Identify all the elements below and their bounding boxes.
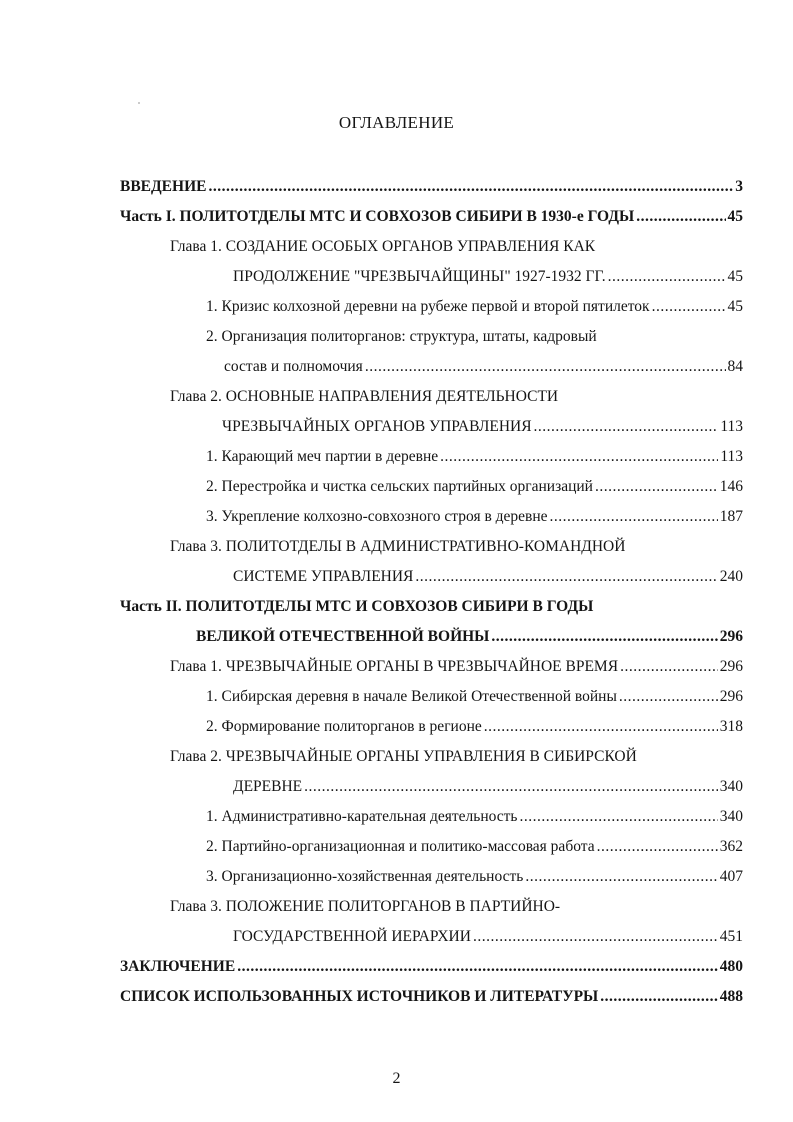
toc-entry-part2-ch1[interactable]: Глава 1. ЧРЕЗВЫЧАЙНЫЕ ОРГАНЫ В ЧРЕЗВЫЧАЙНОЕ ВРЕМЯ ..... 296 [170, 654, 743, 676]
toc-page-number: 187 [719, 508, 743, 525]
toc-entry-part2[interactable]: ВЕЛИКОЙ ОТЕЧЕСТВЕННОЙ ВОЙНЫ ..... 296 [196, 624, 743, 646]
leader-dots [491, 629, 717, 643]
toc-entry-part2-ch2[interactable]: ДЕРЕВНЕ ..... 340 [233, 774, 743, 796]
toc-entry-part2-ch2-s1[interactable]: 1. Административно-карательная деятельность ..... 340 [206, 804, 743, 826]
toc-entry-part2-ch1-s2[interactable]: 2. Формирование политорганов в регионе ..... 318 [206, 714, 743, 736]
leader-dots [597, 839, 718, 853]
toc-chapter-heading[interactable]: Глава 2. ЧРЕЗВЫЧАЙНЫЕ ОРГАНЫ УПРАВЛЕНИЯ В СИБИРСКОЙ [170, 748, 637, 765]
toc-page-number: 340 [719, 778, 743, 795]
toc-section-heading[interactable]: 2. Организация политорганов: структура, штаты, кадровый [206, 328, 597, 345]
toc-part-heading[interactable]: Часть II. ПОЛИТОТДЕЛЫ МТС И СОВХОЗОВ СИБИРИ В ГОДЫ [120, 598, 594, 615]
toc-page-number: 296 [719, 688, 743, 705]
toc-page-number: 340 [719, 808, 743, 825]
toc-entry-conclusion[interactable]: ЗАКЛЮЧЕНИЕ ..... 480 [120, 954, 743, 976]
leader-dots [519, 809, 717, 823]
toc-page-number: 3 [735, 178, 743, 195]
page-number: 2 [392, 1070, 401, 1087]
toc-page-number: 488 [719, 988, 743, 1005]
toc-entry-intro[interactable]: ВВЕДЕНИЕ ..... 3 [120, 174, 743, 196]
toc-page-number: 84 [727, 358, 743, 375]
leader-dots [600, 989, 717, 1003]
toc-entry-part1-ch2-s2[interactable]: 2. Перестройка и чистка сельских партийных организаций ..... 146 [206, 474, 743, 496]
leader-dots [415, 569, 717, 583]
toc-page-number: 451 [719, 928, 743, 945]
toc-page-number: 296 [719, 658, 743, 675]
toc-entry-part1-ch1[interactable]: ПРОДОЛЖЕНИЕ "ЧРЕЗВЫЧАЙЩИНЫ" 1927-1932 ГГ. ..... 45 [233, 264, 743, 286]
leader-dots [304, 779, 718, 793]
leader-dots [595, 479, 718, 493]
toc-entry-part1-ch3[interactable]: СИСТЕМЕ УПРАВЛЕНИЯ ..... 240 [233, 564, 743, 586]
toc-chapter-heading[interactable]: Глава 3. ПОЛИТОТДЕЛЫ В АДМИНИСТРАТИВНО-КОМАНДНОЙ [170, 538, 626, 555]
toc-page-number: 45 [727, 268, 743, 285]
leader-dots [534, 419, 719, 433]
leader-dots [608, 269, 726, 283]
leader-dots [550, 509, 718, 523]
toc-entry-part1-ch2-s3[interactable]: 3. Укрепление колхозно-совхозного строя в деревне ..... 187 [206, 504, 743, 526]
leader-dots [620, 659, 718, 673]
toc-entry-part1-ch1-s1[interactable]: 1. Кризис колхозной деревни на рубеже первой и второй пятилеток ..... 45 [206, 294, 743, 316]
toc-entry-part1-ch2[interactable]: ЧРЕЗВЫЧАЙНЫХ ОРГАНОВ УПРАВЛЕНИЯ ..... 113 [222, 414, 743, 436]
toc-entry-part1-ch1-s2[interactable]: состав и полномочия ..... 84 [224, 354, 743, 376]
leader-dots [365, 359, 726, 373]
leader-dots [619, 689, 718, 703]
toc-entry-part2-ch3[interactable]: ГОСУДАРСТВЕННОЙ ИЕРАРХИИ ..... 451 [233, 924, 743, 946]
toc-entry-part2-ch1-s1[interactable]: 1. Сибирская деревня в начале Великой Отечественной войны ..... 296 [206, 684, 743, 706]
toc-page-number: 146 [719, 478, 743, 495]
toc-page-number: 240 [719, 568, 743, 585]
toc-page-number: 113 [720, 418, 743, 435]
toc-entry-part1[interactable]: Часть I. ПОЛИТОТДЕЛЫ МТС И СОВХОЗОВ СИБИРИ В 1930-е ГОДЫ ..... 45 [120, 204, 743, 226]
toc-page-number: 362 [719, 838, 743, 855]
toc-page-number: 480 [719, 958, 743, 975]
toc-entry-part2-ch2-s2[interactable]: 2. Партийно-организационная и политико-массовая работа ..... 362 [206, 834, 743, 856]
toc-page-number: 45 [727, 298, 743, 315]
leader-dots [440, 449, 718, 463]
leader-dots [636, 209, 725, 223]
toc-page-number: 45 [727, 208, 743, 225]
leader-dots [473, 929, 718, 943]
toc-entry-sources[interactable]: СПИСОК ИСПОЛЬЗОВАННЫХ ИСТОЧНИКОВ И ЛИТЕРАТУРЫ ..... 488 [120, 984, 743, 1006]
leader-dots [484, 719, 718, 733]
toc-page-number: 113 [720, 448, 743, 465]
toc-entry-part1-ch2-s1[interactable]: 1. Карающий меч партии в деревне ..... 113 [206, 444, 743, 466]
leader-dots [525, 869, 717, 883]
page-title: ОГЛАВЛЕНИЕ [338, 113, 455, 132]
toc-chapter-heading[interactable]: Глава 2. ОСНОВНЫЕ НАПРАВЛЕНИЯ ДЕЯТЕЛЬНОСТИ [170, 388, 559, 405]
toc-chapter-heading[interactable]: Глава 3. ПОЛОЖЕНИЕ ПОЛИТОРГАНОВ В ПАРТИЙНО- [170, 898, 561, 915]
leader-dots [208, 179, 733, 193]
leader-dots [237, 959, 718, 973]
toc-chapter-heading[interactable]: Глава 1. СОЗДАНИЕ ОСОБЫХ ОРГАНОВ УПРАВЛЕНИЯ КАК [170, 238, 596, 255]
toc-page-number: 318 [719, 718, 743, 735]
toc-entry-part2-ch2-s3[interactable]: 3. Организационно-хозяйственная деятельность ..... 407 [206, 864, 743, 886]
toc-page-number: 407 [719, 868, 743, 885]
leader-dots [652, 299, 726, 313]
toc-page-number: 296 [719, 628, 743, 645]
